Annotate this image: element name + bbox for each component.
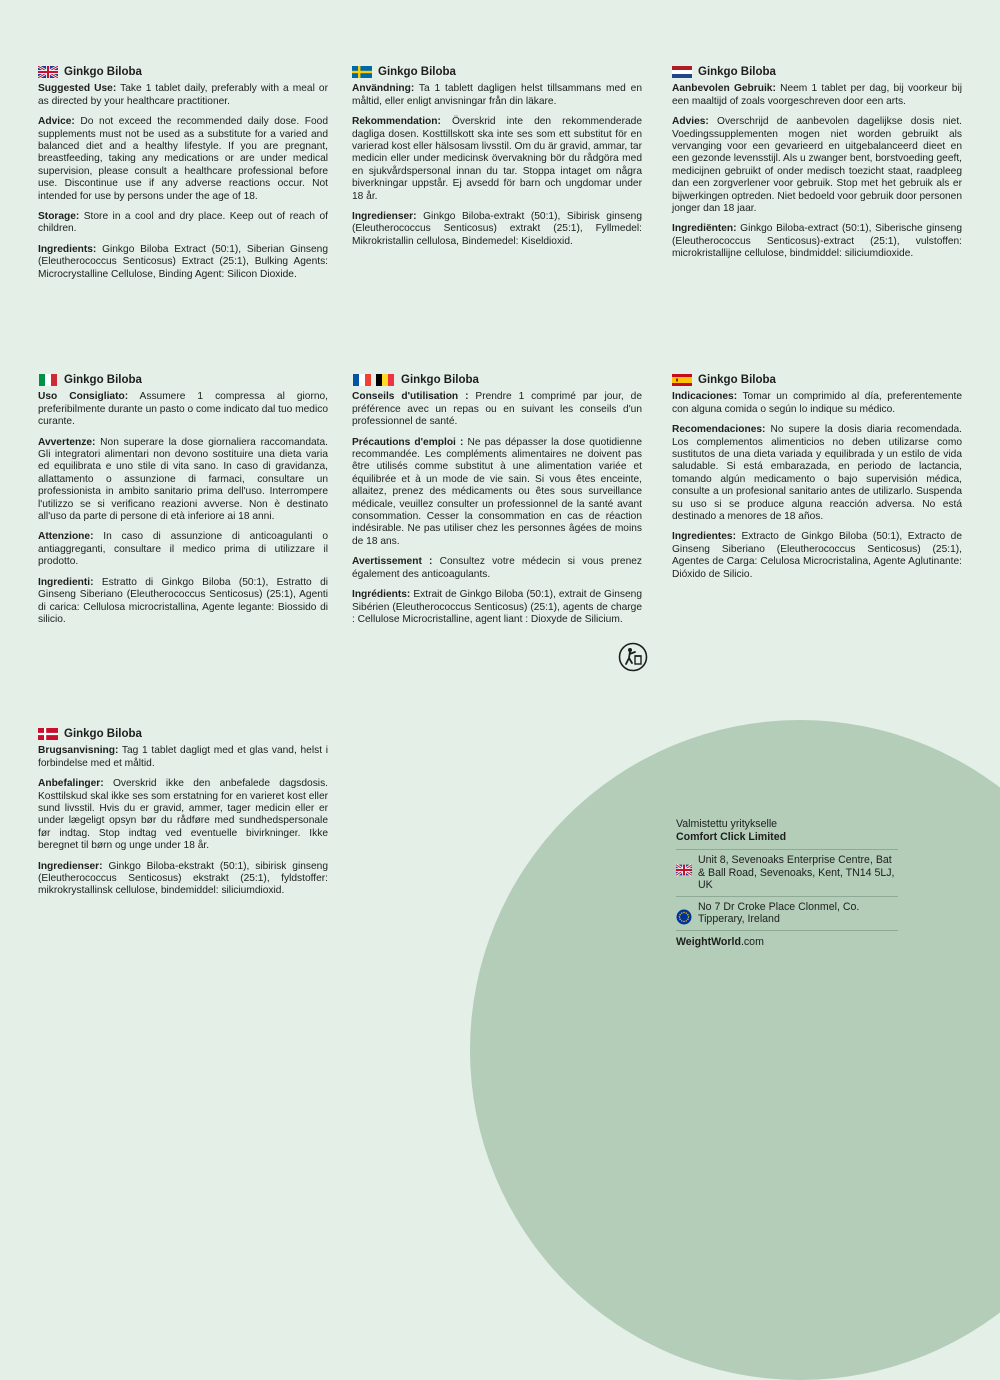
label-block-spanish [672, 374, 962, 589]
eu-address-row [676, 896, 898, 930]
website-link[interactable]: WeightWorld.com [676, 935, 764, 948]
block-title: Ginkgo Biloba [64, 66, 142, 78]
paragraph-usage: Användning: Ta 1 tablett dagligen helst tillsammans med en måltid, eller enligt anvisningar från din läkare. [352, 83, 642, 107]
paragraph-ingredients: Ingrédients: Extrait de Ginkgo Biloba (50:1), extrait de Ginseng Sibérien (Eleutherococcus Senticosus) (25:1), agents de charge : Cellulose Microcristalline, agent liant : Dioxyde de Silicium. [352, 589, 642, 625]
paragraph-ingredients: Ingredients: Ginkgo Biloba Extract (50:1), Siberian Ginseng (Eleutherococcus Senticosus) Extract (25:1), Bulking Agents: Microcrystalline Cellulose, Binding Agent: Silicon Dioxide. [38, 243, 328, 280]
company-info [676, 818, 898, 952]
paragraph-warnings: Avvertenze: Non superare la dose giornaliera raccomandata. Gli integratori alimentari non devono sostituire una dieta varia ed equilibrata e uno stile di vita sano. In caso di gravidanza, allattamento o assunzione di farmaci, consultare un professionista in ambito sanitario prima dell'uso. Interrompere l'utilizzo se si verificano reazioni avverse. Non è destinato all'uso da parte di persone di età inferiore ai 18 anni. [38, 436, 328, 523]
uk-address-row [676, 849, 898, 896]
paragraph-recommendations: Anbefalinger: Overskrid ikke den anbefalede dagsdosis. Kosttilskud skal ikke ses som erstatning for en varieret kost eller sund livsstil. Hvis du er gravid, ammer, tager medicin eller er under lægeligt opsyn bør du rådføre med sundhedspersonale før indtag. Stop indtag ved eventuelle bivirkninger. Ikke beregnet til børn og unge under 18 år. [38, 778, 328, 852]
paragraph-recommendations: Recomendaciones: No supere la dosis diaria recomendada. Los complementos alimenticios no deben utilizarse como sustitutos de una dieta variada y equilibrada y un estilo de vida saludable. Si está embarazada, en periodo de lactancia, tomando algún medicamento o bajo supervisión médica, consulte a un profesional sanitario antes de utilizarlo. Suspenda su uso si se produce alguna reacción adversa. No está destinado a menores de 18 años. [672, 424, 962, 523]
block-title: Ginkgo Biloba [64, 374, 142, 386]
paragraph-usage-advice: Conseils d'utilisation : Prendre 1 comprimé par jour, de préférence avec un repas ou en suivant les conseils d'un professionnel de santé. [352, 391, 642, 428]
paragraph-ingredients: Ingredientes: Extracto de Ginkgo Biloba (50:1), Extracto de Ginseng Siberiano (Eleutherococcus Senticosus) (25:1), Agentes de Carga: Celulosa Microcristalina, Agente Aglutinante: Dióxido de Silicio. [672, 531, 962, 580]
block-title: Ginkgo Biloba [698, 374, 776, 386]
block-title: Ginkgo Biloba [378, 66, 456, 78]
block-title: Ginkgo Biloba [401, 374, 479, 386]
paragraph-suggested-use: Uso Consigliato: Assumere 1 compressa al giorno, preferibilmente durante un pasto o come indicato dal tuo medico curante. [38, 391, 328, 428]
tidyman-recycle-icon [618, 642, 648, 672]
netherlands-flag-icon [672, 66, 692, 78]
label-block-italian [38, 374, 328, 634]
uk-flag-icon [676, 862, 692, 878]
company-name: Comfort Click Limited [676, 830, 787, 843]
paragraph-directions: Indicaciones: Tomar un comprimido al día, preferentemente con alguna comida o según lo indique su médico. [672, 391, 962, 415]
paragraph-ingredients: Ingredienser: Ginkgo Biloba-ekstrakt (50:1), sibirisk ginseng (Eleutherococcus Senticosus) ekstrakt (25:1), fyldstoffer: mikrokrystallinsk cellulose, bindemiddel: siliciumdioxid. [38, 860, 328, 897]
manufactured-for-text: Valmistettu yritykselle [676, 818, 778, 830]
belgium-flag-icon [375, 374, 395, 386]
block-title: Ginkgo Biloba [698, 66, 776, 78]
label-block-danish [38, 728, 328, 906]
label-block-swedish [352, 66, 642, 256]
france-flag-icon [352, 374, 372, 386]
eu-flag-icon [676, 909, 692, 925]
label-block-english [38, 66, 328, 289]
paragraph-storage: Storage: Store in a cool and dry place. Keep out of reach of children. [38, 211, 328, 235]
paragraph-advice: Advies: Overschrijd de aanbevolen dagelijkse dosis niet. Voedingssupplementen mogen niet worden gebruikt als vervanging voor een gevarieerd en uitgebalanceerd dieet en een gezonde levensstijl. Als u zwanger bent, borstvoeding geeft, medicijnen gebruikt of onder medisch toezicht staat, raadpleeg dan een zorgverlener voor gebruik. Stop met het gebruik als er bijwerkingen optreden. Niet bedoeld voor gebruik door personen jonger dan 18 jaar. [672, 116, 962, 215]
paragraph-ingredients: Ingredienser: Ginkgo Biloba-extrakt (50:1), Sibirisk ginseng (Eleutherococcus Senticosus) extrakt (25:1), Fyllmedel: Mikrokristallin cellulosa, Bindemedel: Kiseldioxid. [352, 211, 642, 247]
spain-flag-icon [672, 374, 692, 386]
italy-flag-icon [38, 374, 58, 386]
eu-address: No 7 Dr Croke Place Clonmel, Co. Tipperary, Ireland [698, 900, 860, 925]
paragraph-advice: Advice: Do not exceed the recommended daily dose. Food supplements must not be used as a substitute for a varied and balanced diet and a healthy lifestyle. If you are pregnant, breastfeeding, taking any medications or are under medical supervision, please consult a healthcare professional before use. Discontinue use if any adverse reactions occur. Not intended for use by persons under the age of 18. [38, 116, 328, 202]
paragraph-ingredients: Ingredienti: Estratto di Ginkgo Biloba (50:1), Estratto di Ginseng Siberiano (Eleutherococcus Senticosus) (25:1), Agenti di carica: Cellulosa microcristallina, Agente legante: Biossido di silicio. [38, 576, 328, 625]
paragraph-precautions: Précautions d'emploi : Ne pas dépasser la dose quotidienne recommandée. Les compléments alimentaires ne doivent pas être utilisés comme substitut à une alimentation variée et équilibrée et à un mode de vie sain. Si vous êtes enceinte, allaitez, prenez des médicaments ou êtes sous surveillance médicale, veuillez consulter un professionnel de la santé avant consommation. Cesser la consommation en cas de réaction indésirable. Ne pas utiliser chez les personnes âgées de moins de 18 ans. [352, 436, 642, 547]
uk-flag-icon [38, 66, 58, 78]
paragraph-recommendation: Rekommendation: Överskrid inte den rekommenderade dagliga dosen. Kosttillskott ska inte ses som ett substitut för en varierad kost eller hälsosam livsstil. Om du är gravid, ammar, tar medicin eller under medicinsk övervakning bör du rådgöra med en sjukvårdspersonal innan du tar. Stoppa intaget om några biverkningar uppstår. Ej avsedd för barn och ungdomar under 18 år. [352, 116, 642, 202]
website-row [676, 930, 898, 953]
uk-address: Unit 8, Sevenoaks Enterprise Centre, Bat & Ball Road, Sevenoaks, Kent, TN14 5LJ, UK [698, 854, 895, 891]
label-block-french [352, 374, 642, 634]
sweden-flag-icon [352, 66, 372, 78]
denmark-flag-icon [38, 728, 58, 740]
paragraph-suggested-use: Suggested Use: Take 1 tablet daily, preferably with a meal or as directed by your healthcare practitioner. [38, 83, 328, 107]
paragraph-attention: Attenzione: In caso di assunzione di anticoagulanti o antiaggreganti, consultare il medico prima di utilizzare il prodotto. [38, 531, 328, 568]
block-title: Ginkgo Biloba [64, 728, 142, 740]
paragraph-recommended-use: Aanbevolen Gebruik: Neem 1 tablet per dag, bij voorkeur bij een maaltijd of zoals voorgeschreven door een arts. [672, 83, 962, 107]
paragraph-directions: Brugsanvisning: Tag 1 tablet dagligt med et glas vand, helst i forbindelse med et måltid. [38, 745, 328, 769]
paragraph-ingredients: Ingrediënten: Ginkgo Biloba-extract (50:1), Siberische ginseng (Eleutherococcus Senticosus)-extract (25:1), vulstoffen: microkristallijne cellulose, bindmiddel: siliciumdioxide. [672, 223, 962, 260]
paragraph-warning: Avertissement : Consultez votre médecin si vous prenez également des anticoagulants. [352, 556, 643, 580]
label-block-dutch [672, 66, 962, 269]
